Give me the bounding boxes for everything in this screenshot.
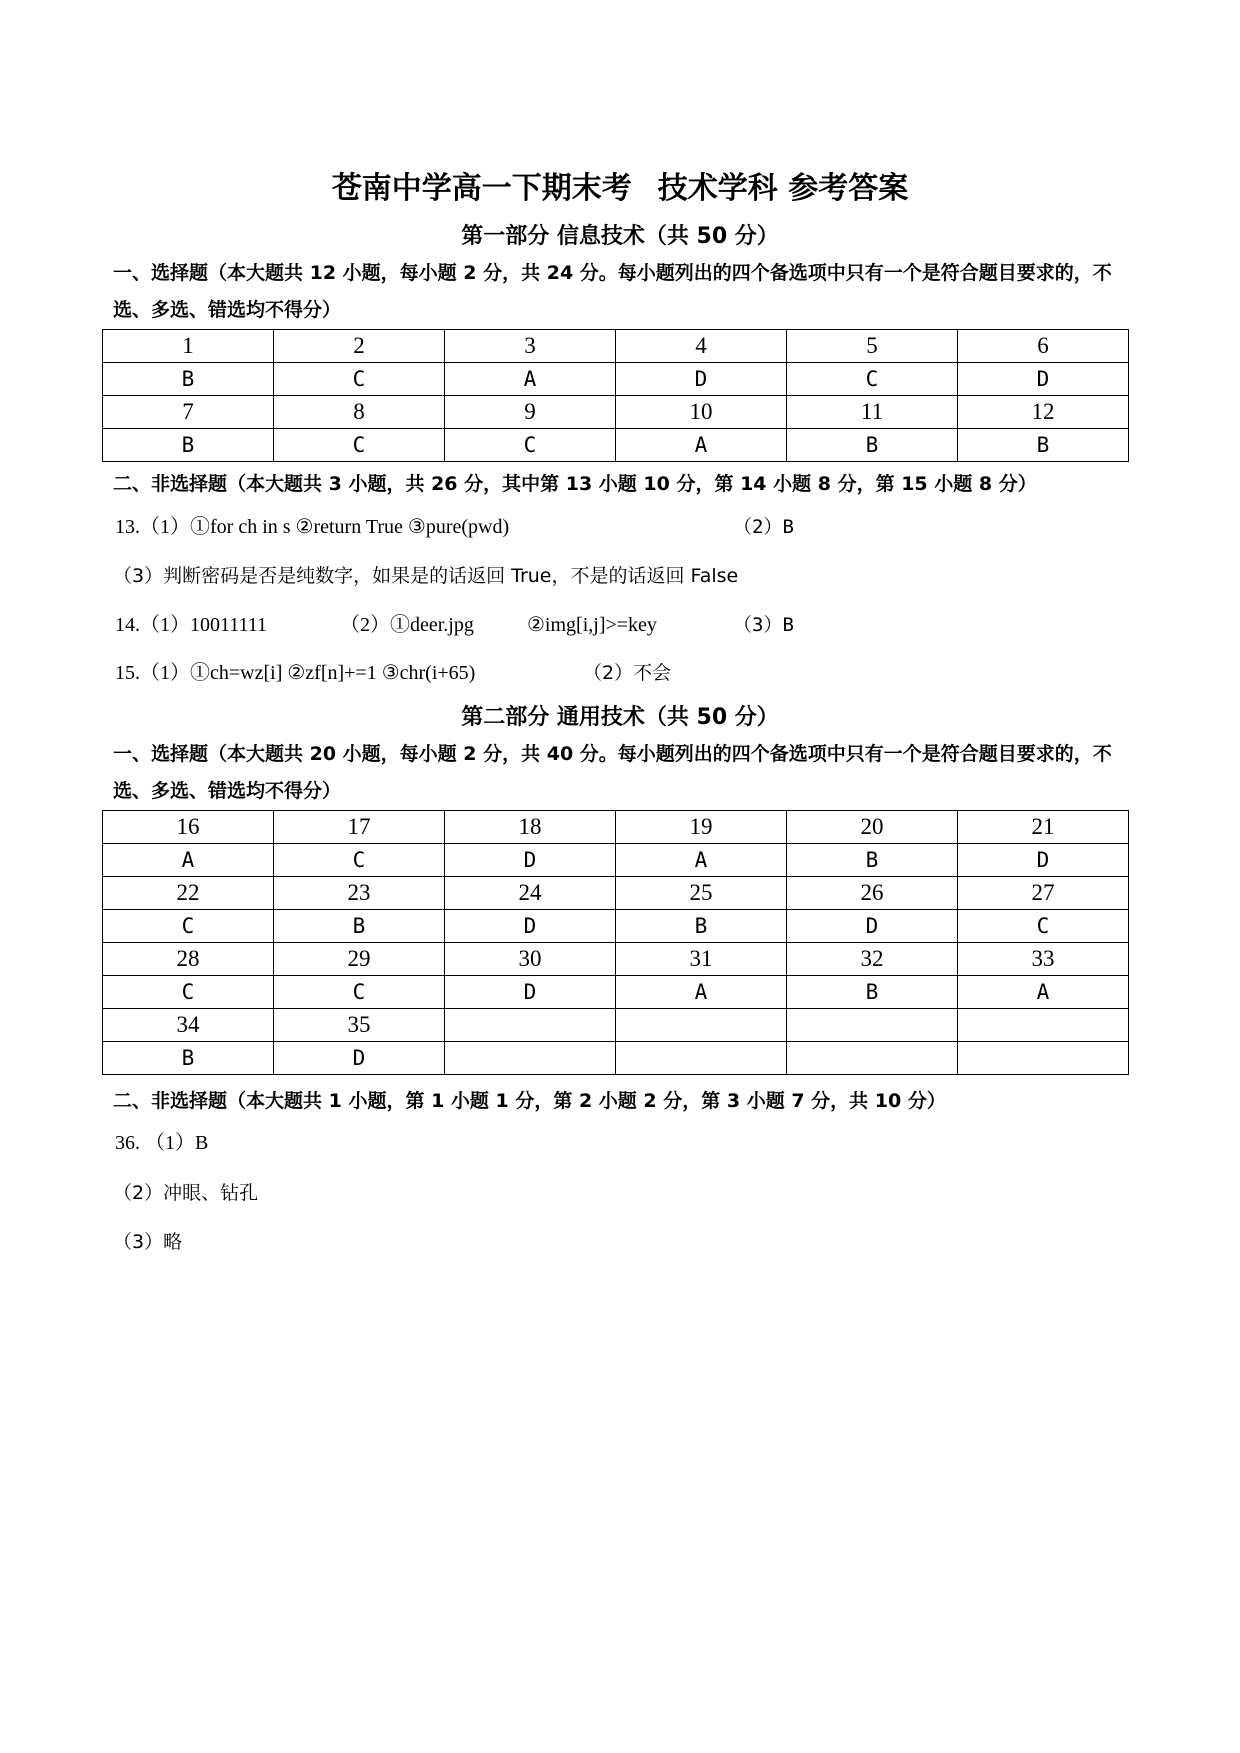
answer-cell: C	[103, 976, 274, 1009]
answer-cell: A	[616, 429, 787, 462]
answer-cell: C	[274, 976, 445, 1009]
q15-part1-answer: 15.（1）①ch=wz[i] ②zf[n]+=1 ③chr(i+65)	[115, 662, 476, 684]
question-number-cell: 2	[274, 330, 445, 363]
answer-cell: D	[958, 363, 1129, 396]
answer-cell: B	[103, 429, 274, 462]
question-number-cell: 28	[103, 943, 274, 976]
answer-cell: B	[787, 844, 958, 877]
q36-part2-answer: （2）冲眼、钻孔	[113, 1182, 259, 1204]
question-number-cell: 27	[958, 877, 1129, 910]
answer-cell: C	[103, 910, 274, 943]
answer-letter-row	[103, 910, 1129, 943]
question-number-cell	[616, 1009, 787, 1042]
question-number-cell: 11	[787, 396, 958, 429]
answer-cell: B	[958, 429, 1129, 462]
answer-cell	[958, 1042, 1129, 1075]
answer-cell: C	[958, 910, 1129, 943]
title-subject: 技术学科 参考答案	[657, 171, 909, 206]
answer-cell: C	[787, 363, 958, 396]
part2-nonchoice-heading: 二、非选择题（本大题共 1 小题，第 1 小题 1 分，第 2 小题 2 分，第 3 小题 7 分，共 10 分）	[113, 1090, 946, 1112]
answer-cell: D	[445, 844, 616, 877]
question-number-cell: 20	[787, 811, 958, 844]
question-number-cell: 23	[274, 877, 445, 910]
q13-part3-answer: （3）判断密码是否是纯数字，如果是的话返回 True，不是的话返回 False	[113, 565, 739, 587]
question-number-row	[103, 811, 1129, 844]
answer-cell: D	[787, 910, 958, 943]
answer-cell: B	[787, 429, 958, 462]
question-number-row	[103, 330, 1129, 363]
question-number-row	[103, 943, 1129, 976]
page-title	[0, 163, 1240, 207]
question-number-cell: 18	[445, 811, 616, 844]
part1-title: 第一部分 信息技术（共 50 分）	[461, 224, 779, 249]
part1-answer-table-body	[103, 330, 1129, 462]
part2-title: 第二部分 通用技术（共 50 分）	[461, 705, 779, 730]
answer-cell: A	[958, 976, 1129, 1009]
answer-cell: A	[616, 844, 787, 877]
part1-choice-heading: 一、选择题（本大题共 12 小题，每小题 2 分，共 24 分。每小题列出的四个备选项中只有一个是符合题目要求的，不选、多选、错选均不得分）	[113, 262, 1112, 321]
answer-cell: C	[274, 429, 445, 462]
question-number-cell	[787, 1009, 958, 1042]
question-number-row	[103, 396, 1129, 429]
part2-choice-heading: 一、选择题（本大题共 20 小题，每小题 2 分，共 40 分。每小题列出的四个备选项中只有一个是符合题目要求的，不选、多选、错选均不得分）	[113, 743, 1112, 802]
answer-cell: B	[787, 976, 958, 1009]
question-number-cell: 32	[787, 943, 958, 976]
answer-cell: D	[616, 363, 787, 396]
answer-cell: B	[103, 1042, 274, 1075]
answer-letter-row	[103, 363, 1129, 396]
question-number-cell: 35	[274, 1009, 445, 1042]
question-number-cell: 12	[958, 396, 1129, 429]
q14-part1-answer: 14.（1）10011111	[115, 614, 268, 636]
q14-part2b-answer: ②img[i,j]>=key	[527, 614, 657, 636]
question-number-cell: 19	[616, 811, 787, 844]
answer-cell: A	[445, 363, 616, 396]
question-number-cell: 3	[445, 330, 616, 363]
answer-cell	[616, 1042, 787, 1075]
answer-letter-row	[103, 1042, 1129, 1075]
part2-answer-table-body	[103, 811, 1129, 1075]
question-number-cell: 22	[103, 877, 274, 910]
answer-cell: B	[274, 910, 445, 943]
question-number-cell: 33	[958, 943, 1129, 976]
question-number-cell: 8	[274, 396, 445, 429]
answer-letter-row	[103, 429, 1129, 462]
question-number-cell: 21	[958, 811, 1129, 844]
answer-cell: D	[445, 910, 616, 943]
question-number-cell	[445, 1009, 616, 1042]
answer-cell	[445, 1042, 616, 1075]
q14-part2-answer: （2）①deer.jpg	[340, 614, 474, 636]
answer-cell: C	[445, 429, 616, 462]
q15-part2-answer: （2）不会	[583, 662, 672, 684]
question-number-cell: 16	[103, 811, 274, 844]
question-number-cell: 30	[445, 943, 616, 976]
question-number-cell: 1	[103, 330, 274, 363]
answer-cell: A	[616, 976, 787, 1009]
question-number-cell: 25	[616, 877, 787, 910]
question-number-cell: 17	[274, 811, 445, 844]
q13-line1	[115, 513, 509, 541]
question-number-row	[103, 1009, 1129, 1042]
answer-cell: D	[274, 1042, 445, 1075]
answer-cell: D	[958, 844, 1129, 877]
question-number-cell: 7	[103, 396, 274, 429]
q14-part3-answer: （3）B	[733, 614, 794, 636]
question-number-cell: 10	[616, 396, 787, 429]
question-number-cell: 9	[445, 396, 616, 429]
part1-answer-table	[102, 329, 1129, 462]
question-number-cell: 6	[958, 330, 1129, 363]
question-number-cell	[958, 1009, 1129, 1042]
answer-letter-row	[103, 976, 1129, 1009]
answer-cell	[787, 1042, 958, 1075]
question-number-cell: 24	[445, 877, 616, 910]
answer-cell: B	[103, 363, 274, 396]
q36-part3-answer: （3）略	[113, 1231, 183, 1253]
answer-cell: A	[103, 844, 274, 877]
question-number-cell: 4	[616, 330, 787, 363]
question-number-cell: 26	[787, 877, 958, 910]
question-number-cell: 5	[787, 330, 958, 363]
part2-answer-table	[102, 810, 1129, 1075]
question-number-cell: 29	[274, 943, 445, 976]
q14-line	[115, 611, 267, 639]
answer-cell: D	[445, 976, 616, 1009]
answer-cell: C	[274, 363, 445, 396]
title-main: 苍南中学高一下期末考	[331, 171, 632, 206]
answer-cell: C	[274, 844, 445, 877]
q36-part1-answer: 36. （1）B	[115, 1132, 209, 1154]
answer-letter-row	[103, 844, 1129, 877]
q13-part1-answer: 13.（1）①for ch in s ②return True ③pure(pwd)	[115, 516, 510, 538]
q13-part2-answer: （2）B	[733, 516, 794, 538]
question-number-cell: 34	[103, 1009, 274, 1042]
question-number-cell: 31	[616, 943, 787, 976]
question-number-row	[103, 877, 1129, 910]
part1-nonchoice-heading: 二、非选择题（本大题共 3 小题，共 26 分，其中第 13 小题 10 分，第 14 小题 8 分，第 15 小题 8 分）	[113, 473, 1037, 495]
answer-cell: B	[616, 910, 787, 943]
